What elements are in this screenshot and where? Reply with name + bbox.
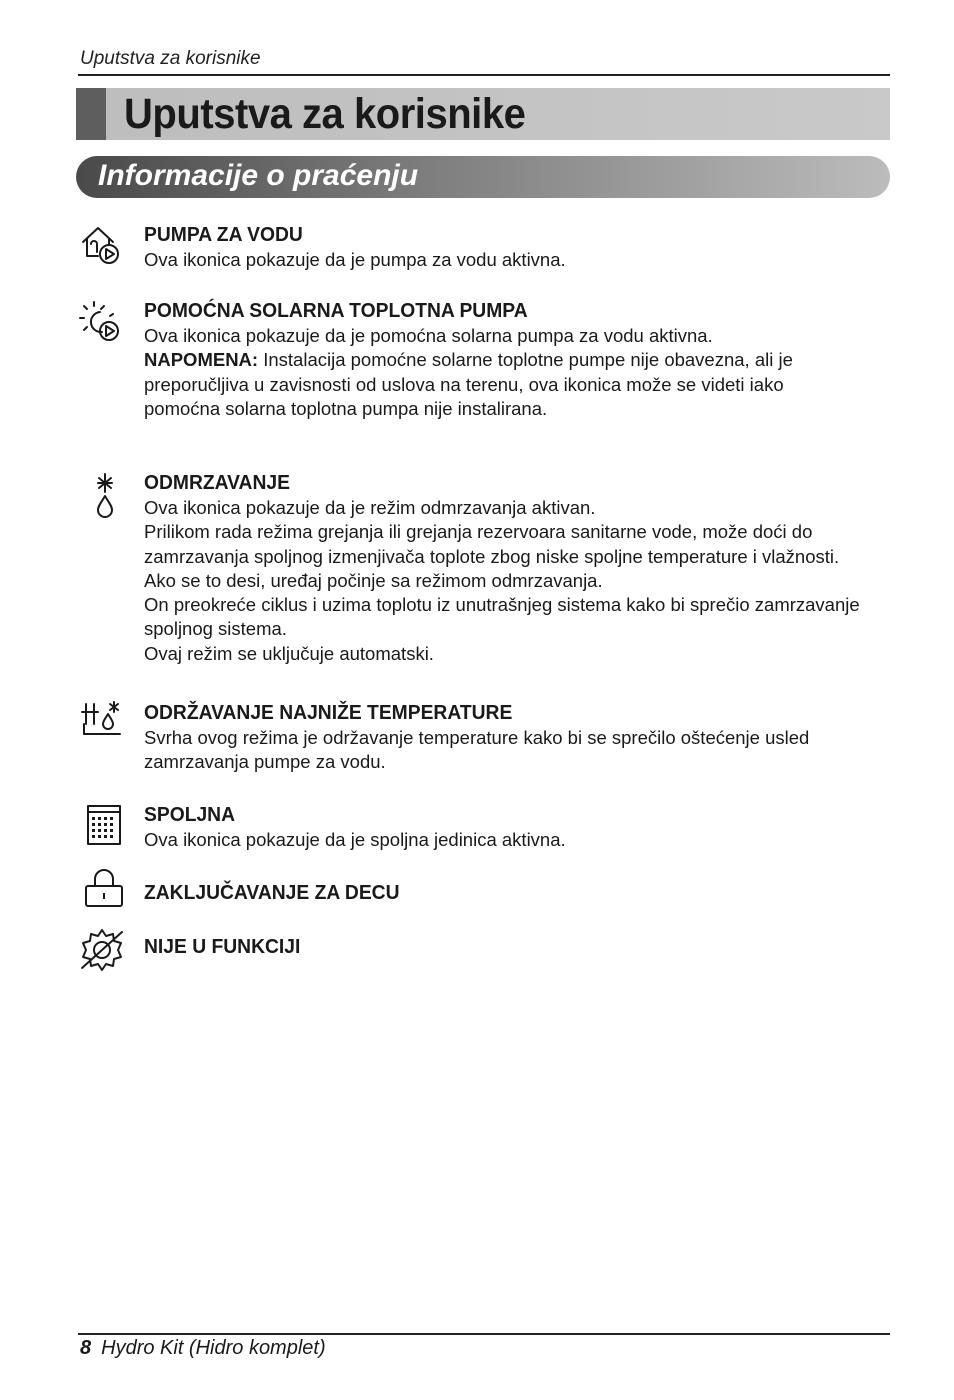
section-bar <box>76 156 890 198</box>
entry-heading: ZAKLJUČAVANJE ZA DECU <box>144 881 400 904</box>
entry-line: Svrha ovog režima je održavanje temperature kako bi se sprečilo oštećenje usled <box>144 727 810 748</box>
entry-text <box>144 496 892 666</box>
top-rule <box>78 74 890 76</box>
entry-line: spoljnog sistema. <box>144 618 287 640</box>
entry-line: Ovaj režim se uključuje automatski. <box>144 642 434 664</box>
entry-line: zamrzavanja spoljnog izmenjivača toplote zbog niske spoljne temperature i vlažnosti. <box>144 545 840 567</box>
entry-line: pomoćna solarna toplotna pumpa nije instalirana. <box>144 397 548 419</box>
section-title: Informacije o praćenju <box>98 159 419 192</box>
entry-heading: ODRŽAVANJE NAJNIŽE TEMPERATURE <box>144 701 513 724</box>
entry-line: Ova ikonica pokazuje da je režim odmrzavanja aktivan. <box>144 497 596 518</box>
child-lock-icon <box>78 868 126 916</box>
entry-line: zamrzavanja pumpe za vodu. <box>144 751 386 773</box>
page-number: 8 <box>80 1337 92 1359</box>
entry-line: Ako se to desi, uređaj počinje sa režimom odmrzavanja. <box>144 569 603 591</box>
entry-heading: PUMPA ZA VODU <box>144 223 303 246</box>
entry-line: On preokreće ciklus i uzima toplotu iz unutrašnjeg sistema kako bi sprečio zamrzavanje <box>144 594 860 616</box>
running-head: Uputstva za korisnike <box>80 48 261 69</box>
title-marker <box>76 88 106 140</box>
entry-heading: SPOLJNA <box>144 803 236 826</box>
water-pump-icon <box>78 222 126 270</box>
entry-line: Instalacija pomoćne solarne toplotne pumpe nije obavezna, ali je <box>263 349 793 371</box>
entry-text <box>144 324 892 421</box>
entry-line: Ova ikonica pokazuje da je pomoćna solarna pumpa za vodu aktivna. <box>144 325 713 346</box>
footer-text: Hydro Kit (Hidro komplet) <box>101 1337 326 1359</box>
bottom-rule <box>78 1333 890 1335</box>
entry-text <box>144 726 892 775</box>
solar-pump-icon <box>78 298 126 346</box>
defrost-icon <box>78 470 126 518</box>
note-label: NAPOMENA: <box>144 349 259 371</box>
entry-line: preporučljiva u zavisnosti od uslova na terenu, ova ikonica može se videti iako <box>144 373 784 395</box>
entry-line: Prilikom rada režima grejanja ili grejanja rezervoara sanitarne vode, može doći do <box>144 521 813 543</box>
title-bar <box>76 88 890 140</box>
anti-freeze-icon <box>78 700 126 748</box>
out-of-order-icon <box>78 926 126 974</box>
page-footer <box>80 1337 326 1360</box>
entry-text: Ova ikonica pokazuje da je spoljna jedinica aktivna. <box>144 829 566 850</box>
entry-heading: ODMRZAVANJE <box>144 471 290 494</box>
outdoor-unit-icon <box>78 802 126 850</box>
entry-heading: NIJE U FUNKCIJI <box>144 935 301 958</box>
entry-text: Ova ikonica pokazuje da je pumpa za vodu aktivna. <box>144 249 566 270</box>
page-title: Uputstva za korisnike <box>124 90 526 138</box>
entry-heading: POMOĆNA SOLARNA TOPLOTNA PUMPA <box>144 299 528 322</box>
